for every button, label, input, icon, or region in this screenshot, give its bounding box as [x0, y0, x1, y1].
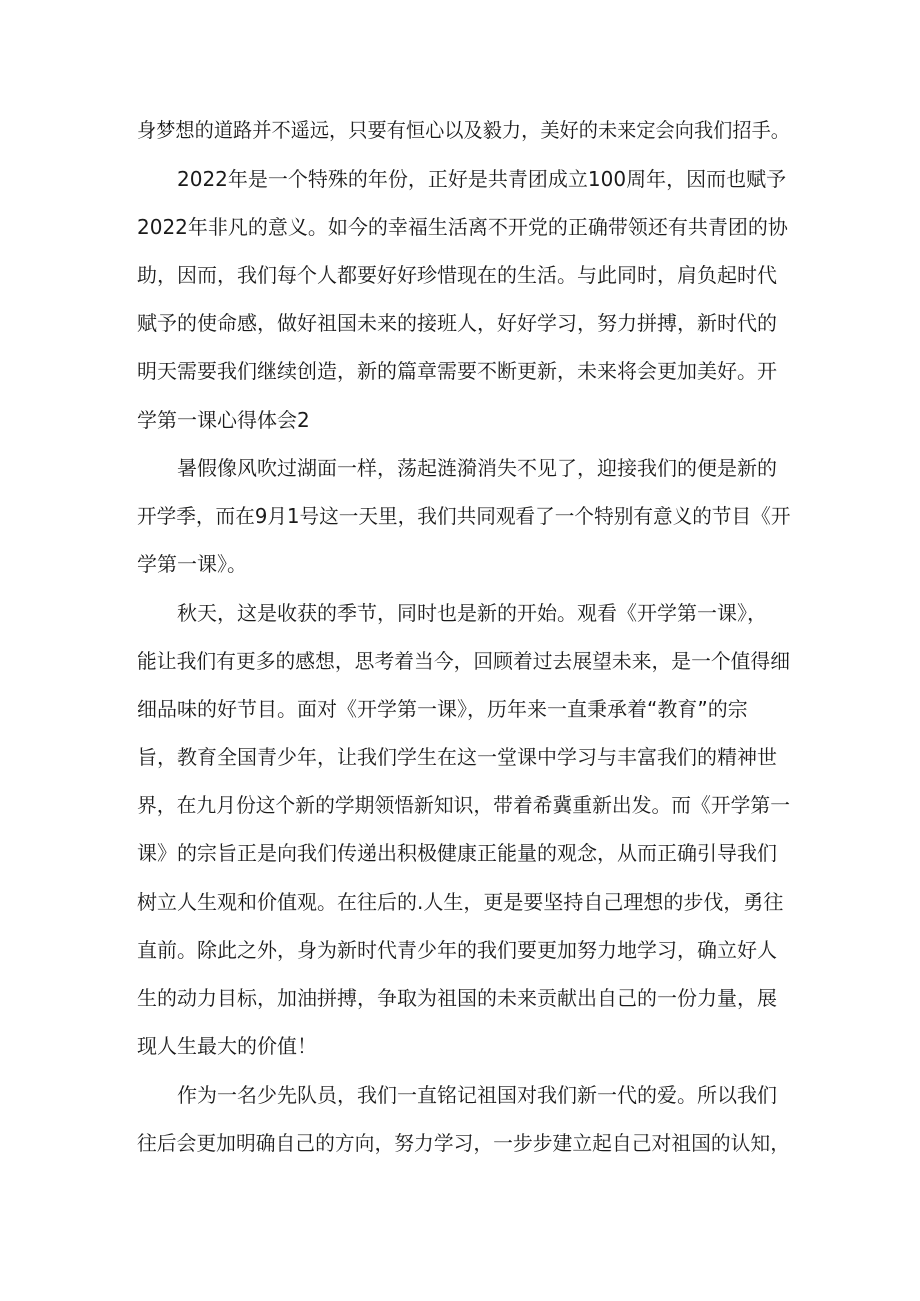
- text-line: 细品味的好节目。面对《开学第一课》，历年来一直秉承着“教育”的宗: [137, 697, 748, 721]
- text-line: 秋天，这是收获的季节，同时也是新的开始。观看《开学第一课》，: [177, 601, 767, 625]
- text-line: 身梦想的道路并不遥远，只要有恒心以及毅力，美好的未来定会向我们招手。: [137, 118, 791, 142]
- text-line: 往后会更加明确自己的方向，努力学习，一步步建立起自己对祖国的认知，: [137, 1131, 791, 1155]
- text-line: 生的动力目标，加油拼搏，争取为祖国的未来贡献出自己的一份力量，展: [137, 986, 777, 1010]
- text-line: 现人生最大的价值！: [137, 1034, 317, 1058]
- text-line: 助，因而，我们每个人都要好好珍惜现在的生活。与此同时，肩负起时代: [137, 263, 777, 287]
- text-line: 旨，教育全国青少年，让我们学生在这一堂课中学习与丰富我们的精神世: [137, 745, 777, 769]
- text-line: 赋予的使命感，做好祖国未来的接班人，好好学习，努力拼搏，新时代的: [137, 311, 777, 335]
- text-line: 开学季，而在9月1号这一天里，我们共同观看了一个特别有意义的节目《开: [137, 504, 791, 528]
- text-line: 学第一课》。: [137, 552, 247, 576]
- text-line: 树立人生观和价值观。在往后的.人生，更是要坚持自己理想的步伐，勇往: [137, 890, 784, 914]
- text-line: 明天需要我们继续创造，新的篇章需要不断更新，未来将会更加美好。开: [137, 359, 777, 383]
- text-line: 暑假像风吹过湖面一样，荡起涟漪消失不见了，迎接我们的便是新的: [177, 456, 777, 480]
- text-line: 作为一名少先队员，我们一直铭记祖国对我们新一代的爱。所以我们: [177, 1083, 777, 1107]
- text-line: 2022年是一个特殊的年份，正好是共青团成立100周年，因而也赋予: [177, 167, 787, 191]
- text-line: 界，在九月份这个新的学期领悟新知识，带着希冀重新出发。而《开学第一: [137, 793, 791, 817]
- text-line: 课》的宗旨正是向我们传递出积极健康正能量的观念，从而正确引导我们: [137, 841, 777, 865]
- text-line: 2022年非凡的意义。如今的幸福生活离不开党的正确带领还有共青团的协: [137, 215, 788, 239]
- text-line: 学第一课心得体会2: [137, 408, 310, 432]
- text-line: 直前。除此之外，身为新时代青少年的我们要更加努力地学习，确立好人: [137, 938, 777, 962]
- text-line: 能让我们有更多的感想，思考着当今，回顾着过去展望未来，是一个值得细: [137, 649, 791, 673]
